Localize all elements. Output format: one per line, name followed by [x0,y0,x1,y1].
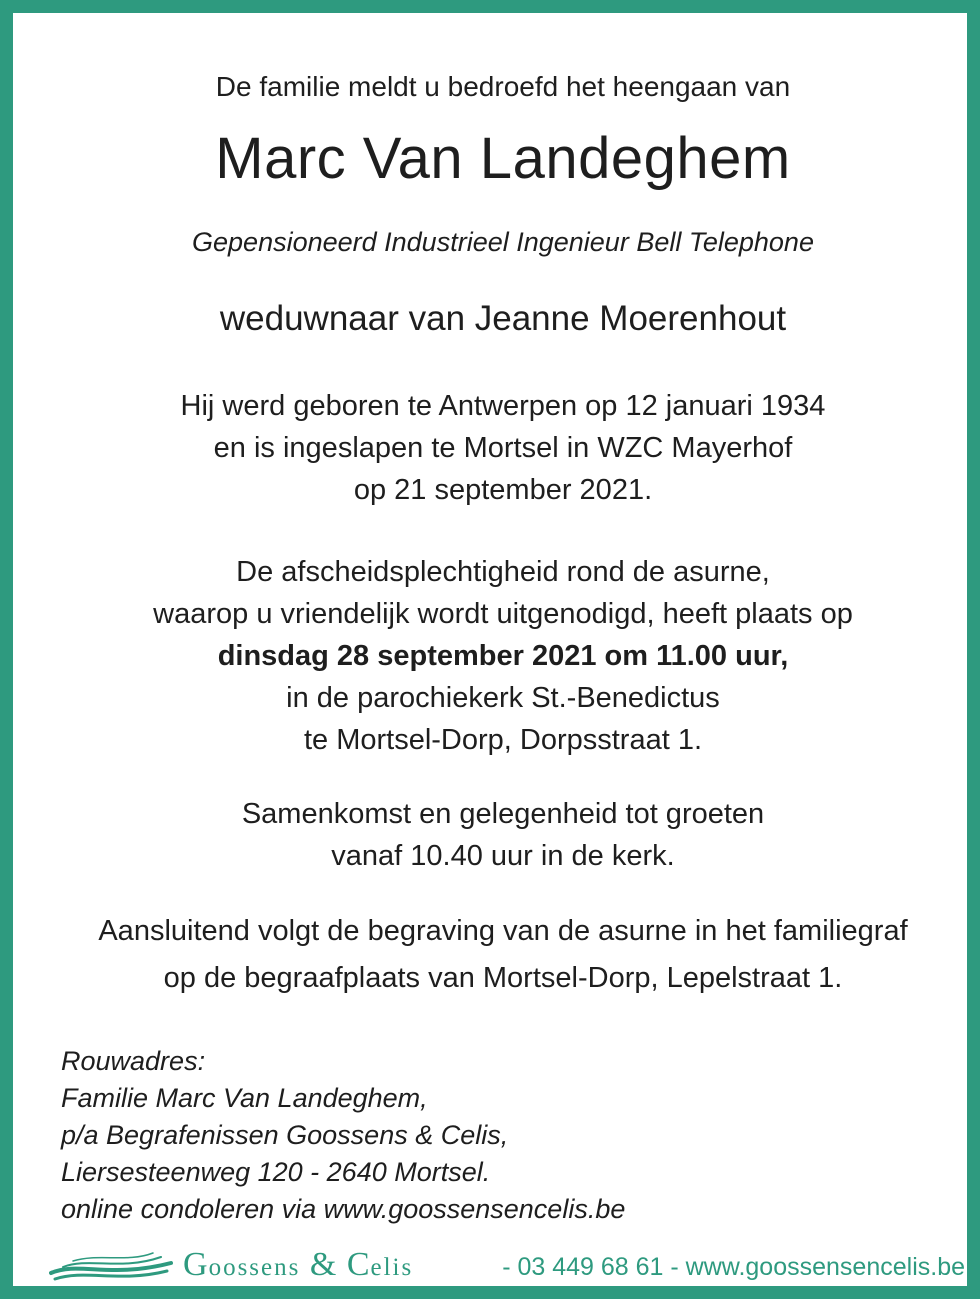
intro-text: De familie meldt u bedroefd het heengaan van [215,71,791,102]
funeral-home-footer [49,1241,965,1291]
company-contact: - 03 449 68 61 - www.goossensencelis.be [502,1253,965,1281]
company-initial: C [346,1246,371,1283]
deceased-name: Marc Van Landeghem [215,126,791,191]
address-line: Liersesteenweg 120 - 2640 Mortsel. [61,1157,491,1187]
company-name-part: oossens [208,1254,301,1281]
birth-line: Hij werd geboren te Antwerpen op 12 januari 1934 [180,390,826,422]
burial-block [13,908,980,1002]
gathering-line: Samenkomst en gelegenheid tot groeten [241,798,765,830]
ceremony-block [13,551,980,761]
address-heading: Rouwadres: [61,1046,206,1076]
gathering-block [13,793,980,877]
birth-death-block [13,385,980,511]
ceremony-line: in de parochiekerk St.-Benedictus [286,682,720,714]
death-date-line: op 21 september 2021. [353,474,653,506]
death-place-line: en is ingeslapen te Mortsel in WZC Mayerhof [213,432,793,464]
company-initial: G [183,1246,209,1283]
address-line: Familie Marc Van Landeghem, [61,1083,428,1113]
widower-text: weduwnaar van Jeanne Moerenhout [219,299,787,338]
address-line: p/a Begrafenissen Goossens & Celis, [61,1120,509,1150]
ceremony-line: te Mortsel-Dorp, Dorpsstraat 1. [303,724,703,756]
burial-line: Aansluitend volgt de begraving van de asurne in het familiegraf [98,915,908,947]
company-name-part: elis [370,1254,414,1281]
online-condolence-line: online condoleren via www.goossensencelis.be [61,1194,626,1224]
company-name [183,1246,413,1284]
wave-logo-icon [49,1249,173,1283]
ceremony-line: De afscheidsplechtigheid rond de asurne, [236,556,770,588]
occupation-text: Gepensioneerd Industrieel Ingenieur Bell Telephone [192,227,814,257]
ceremony-line: waarop u vriendelijk wordt uitgenodigd, heeft plaats op [153,598,853,630]
condolence-address [61,1043,625,1228]
company-ampersand: & [300,1246,347,1283]
gathering-line: vanaf 10.40 uur in de kerk. [331,840,675,872]
ceremony-date: dinsdag 28 september 2021 om 11.00 uur, [217,640,789,672]
burial-line: op de begraafplaats van Mortsel-Dorp, Lepelstraat 1. [163,962,843,994]
